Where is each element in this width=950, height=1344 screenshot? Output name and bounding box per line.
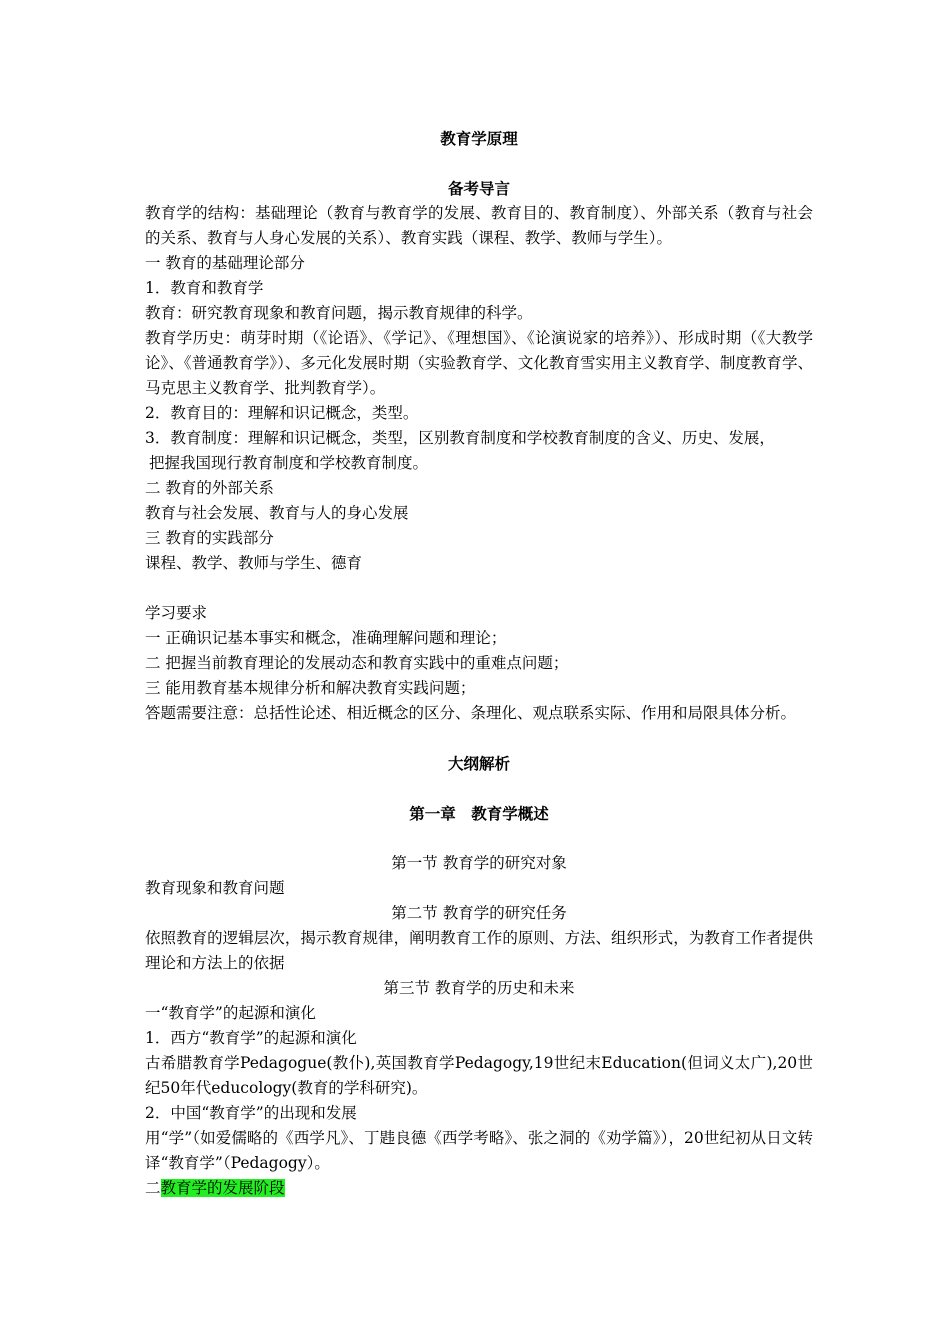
answer-note: 答题需要注意：总括性论述、相近概念的区分、条理化、观点联系实际、作用和局限具体分析。 (145, 704, 797, 722)
section-3-item-1-body: 古希腊教育学Pedagogue(教仆),英国教育学Pedagogy,19世纪末Education(但词义太广),20世纪50年代educology(教育的学科研究)。 (145, 1054, 813, 1097)
part1-heading: 一 教育的基础理论部分 (145, 254, 305, 272)
document-title: 教育学原理 (440, 129, 518, 148)
item1-history: 教育学历史：萌芽时期（《论语》、《学记》、《理想国》、《论演说家的培养》）、形成时期（《大教学论》、《普通教育学》）、多元化发展时期（实验教育学、文化教育雪实用主义教育学、制度教育学、马克思主义教育学、批判教育学）。 (145, 329, 813, 397)
structure-paragraph: 教育学的结构：基础理论（教育与教育学的发展、教育目的、教育制度）、外部关系（教育与社会的关系、教育与人身心发展的关系）、教育实践（课程、教学、教师与学生）。 (145, 204, 813, 247)
outline-heading: 大纲解析 (447, 754, 510, 773)
blank-line (145, 151, 813, 176)
section-3-part-2 (145, 1176, 813, 1201)
part3-body: 课程、教学、教师与学生、德育 (145, 554, 363, 572)
requirement-3: 三 能用教育基本规律分析和解决教育实践问题； (145, 679, 476, 697)
item1-definition: 教育：研究教育现象和教育问题，揭示教育规律的科学。 (145, 304, 533, 322)
part2-body: 教育与社会发展、教育与人的身心发展 (145, 504, 409, 522)
blank-line (145, 576, 813, 601)
section-3-part-2-number: 二 (145, 1179, 161, 1197)
chapter-1-heading: 第一章 教育学概述 (409, 804, 549, 823)
blank-line (145, 726, 813, 751)
blank-line (145, 826, 813, 851)
study-requirements-heading: 学习要求 (145, 604, 208, 622)
highlighted-heading: 教育学的发展阶段 (160, 1179, 285, 1197)
section-1-body: 教育现象和教育问题 (145, 879, 285, 897)
item2-heading: 2．教育目的：理解和识记概念，类型。 (145, 404, 419, 422)
item1-heading: 1．教育和教育学 (145, 279, 264, 297)
section-3-item-2-body: 用“学”（如爱儒略的《西学凡》、丁韪良德《西学考略》、张之洞的《劝学篇》），20世纪初从日文转译“教育学”（Pedagogy）。 (145, 1129, 813, 1172)
document-body (145, 126, 813, 1201)
section-3-item-2: 2．中国“教育学”的出现和发展 (145, 1104, 357, 1122)
section-2-heading: 第二节 教育学的研究任务 (391, 904, 567, 922)
requirement-2: 二 把握当前教育理论的发展动态和教育实践中的重难点问题； (145, 654, 569, 672)
section-1-heading: 第一节 教育学的研究对象 (391, 854, 567, 872)
section-3-part-1: 一“教育学”的起源和演化 (145, 1004, 316, 1022)
item3-continuation: 把握我国现行教育制度和学校教育制度。 (149, 454, 429, 472)
section-3-item-1: 1．西方“教育学”的起源和演化 (145, 1029, 357, 1047)
requirement-1: 一 正确识记基本事实和概念，准确理解问题和理论； (145, 629, 507, 647)
part2-heading: 二 教育的外部关系 (145, 479, 274, 497)
section-3-heading: 第三节 教育学的历史和未来 (383, 979, 575, 997)
section-2-body: 依照教育的逻辑层次，揭示教育规律，阐明教育工作的原则、方法、组织形式，为教育工作者提供理论和方法上的依据 (145, 929, 813, 972)
part3-heading: 三 教育的实践部分 (145, 529, 274, 547)
item3-heading: 3．教育制度：理解和识记概念，类型，区别教育制度和学校教育制度的含义、历史、发展， (145, 429, 775, 447)
intro-heading: 备考导言 (447, 179, 510, 198)
blank-line (145, 776, 813, 801)
